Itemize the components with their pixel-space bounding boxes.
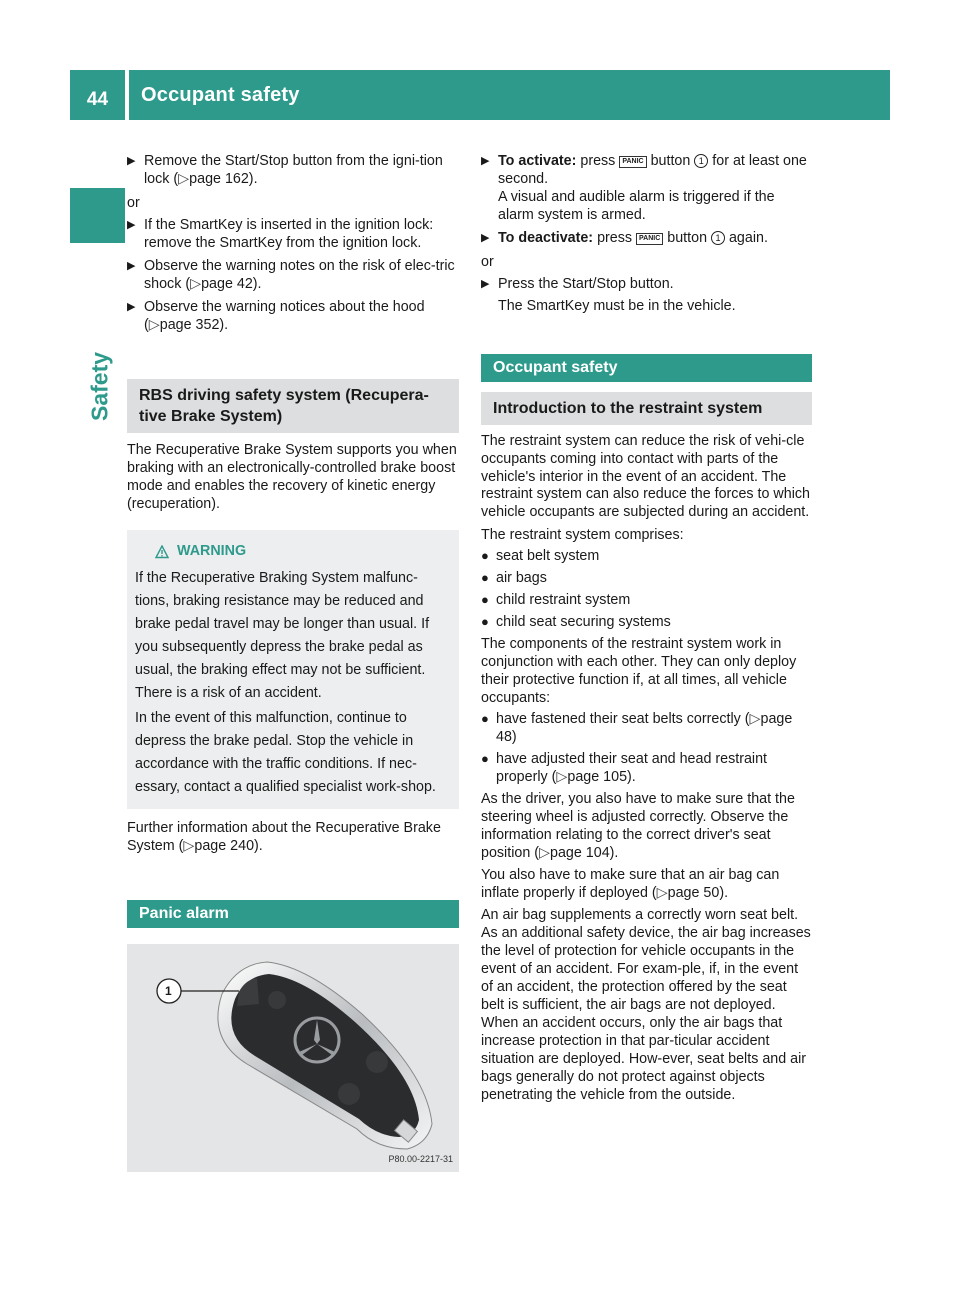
sidebar-section-label: Safety: [86, 351, 113, 421]
left-column: [127, 152, 459, 1172]
list-item: ● air bags: [481, 569, 547, 586]
instruction-step: ▶ Remove the Start/Stop button from the igni-tion lock (▷page 162).: [127, 153, 443, 187]
list-item: ● have adjusted their seat and head restraint properly (▷page 105).: [481, 750, 768, 785]
callout-number: 1: [165, 984, 172, 998]
airbag-inflate-paragraph: You also have to make sure that an air bag can inflate properly if deployed (▷page 50).: [481, 866, 780, 901]
page-ref-icon: ▷: [556, 768, 568, 785]
panic-key-icon: PANIC: [636, 233, 663, 245]
airbag-paragraph: An air bag supplements a correctly worn seat belt. As an additional safety device, the air bag increases the level of protection for vehicle occupants in the event of an accident. For exam-ple, if, in the event of an accident, the protection offered by the seat belt is sufficient, the air bags are not deployed. When an accident occurs, only the air bags that increase protection in that par-ticular accident situation are deployed. How-ever, seat belts and air bags generally do not protect against objects penetrating the vehicle from the outside.: [481, 906, 811, 1103]
further-info-text: Further information about the Recuperative Brake System (▷page 240).: [127, 820, 441, 854]
page-header-title: Occupant safety: [129, 70, 890, 120]
page-ref-icon: ▷: [183, 838, 195, 854]
page-ref-icon: ▷: [749, 710, 761, 727]
driver-paragraph: As the driver, you also have to make sure that the steering wheel is adjusted correctly. Observe the information relating to the correct driver's seat position (▷page 104).: [481, 790, 795, 861]
arrow-icon: ▶: [127, 260, 136, 272]
page-link[interactable]: page 48): [496, 710, 793, 745]
smartkey-image: [127, 944, 459, 1172]
intro-paragraph: The restraint system can reduce the risk of vehi-cle occupants coming into contact with parts of the vehicle's interior in the event of an accident. The restraint system can also reduce the forces to which vehicle occupants are subjected during an accident.: [481, 433, 810, 521]
list-item: ● child restraint system: [481, 591, 631, 608]
image-code: P80.00-2217-31: [388, 1154, 453, 1164]
instruction-step: ▶ Observe the warning notices about the hood (▷page 352).: [127, 299, 425, 333]
rbs-heading: RBS driving safety system (Recupera-tive Brake System): [127, 379, 459, 433]
list-item: ● have fastened their seat belts correctly (▷page 48): [481, 710, 793, 745]
page-link[interactable]: page 162).: [189, 171, 258, 187]
arrow-icon: ▶: [481, 232, 490, 244]
or-text: or: [481, 254, 494, 270]
callout-number: 1: [711, 231, 725, 245]
occupant-safety-heading: Occupant safety: [481, 354, 812, 382]
warning-paragraph: In the event of this malfunction, continue to depress the brake pedal. Stop the vehicle in accordance with the traffic conditions. If nec-essary, contact a qualified specialist work-shop.: [135, 710, 436, 795]
components-paragraph: The components of the restraint system work in conjunction with each other. They can only deploy their protective function if, at all times, all vehicle occupants:: [481, 635, 797, 706]
page-ref-icon: ▷: [148, 317, 160, 333]
restraint-intro-heading: Introduction to the restraint system: [481, 392, 812, 425]
page-number: 44: [70, 70, 125, 120]
page-link[interactable]: page 352).: [159, 317, 229, 333]
page-ref-icon: ▷: [656, 884, 668, 901]
arrow-icon: ▶: [127, 301, 136, 313]
or-text: or: [127, 195, 140, 211]
list-item: ● seat belt system: [481, 547, 600, 564]
smartkey-illustration: [127, 944, 459, 1172]
page-link[interactable]: page 105).: [567, 768, 636, 785]
list-item: ● child seat securing systems: [481, 613, 671, 630]
callout-number: 1: [694, 154, 708, 168]
warning-title: WARNING: [155, 540, 449, 563]
sidebar-tab-marker: [70, 188, 125, 243]
page-link[interactable]: page 104).: [550, 844, 619, 861]
right-column: [481, 152, 812, 1107]
rbs-text: The Recuperative Brake System supports you when braking with an electronically-controlled brake boost mode and enables the recovery of kinetic energy (recuperation).: [127, 442, 457, 512]
warning-box: [127, 530, 459, 809]
warning-paragraph: If the Recuperative Braking System malfunc-tions, braking resistance may be reduced and brake pedal travel may be longer than usual. If you subsequently depress the brake pedal as usual, the braking effect may not be sufficient. There is a risk of an accident.: [135, 570, 430, 701]
arrow-icon: ▶: [481, 155, 490, 167]
panic-alarm-heading: Panic alarm: [127, 900, 459, 928]
instruction-step: ▶ Observe the warning notes on the risk of elec-tric shock (▷page 42).: [127, 258, 455, 292]
activate-note: A visual and audible alarm is triggered if the alarm system is armed.: [498, 189, 775, 223]
instruction-step: ▶ To deactivate: press PANIC button 1 again.: [481, 230, 768, 246]
page-ref-icon: ▷: [539, 844, 551, 861]
comprises-text: The restraint system comprises:: [481, 526, 684, 543]
page-link[interactable]: page 42).: [201, 276, 262, 292]
arrow-icon: ▶: [127, 219, 136, 231]
arrow-icon: ▶: [481, 278, 490, 290]
page-link[interactable]: page 50).: [667, 884, 729, 901]
page-ref-icon: ▷: [178, 171, 190, 187]
instruction-step: ▶ Press the Start/Stop button. The SmartKey must be in the vehicle.: [481, 276, 736, 314]
page-link[interactable]: page 240).: [194, 838, 263, 854]
arrow-icon: ▶: [127, 155, 136, 167]
instruction-step: ▶ If the SmartKey is inserted in the ignition lock: remove the SmartKey from the ignition lock.: [127, 217, 434, 251]
page-ref-icon: ▷: [190, 276, 202, 292]
instruction-step: ▶ To activate: press PANIC button 1 for at least one second. A visual and audible alarm is triggered if the alarm system is armed.: [481, 152, 812, 224]
panic-key-icon: PANIC: [619, 156, 646, 168]
warning-icon: [155, 545, 169, 559]
